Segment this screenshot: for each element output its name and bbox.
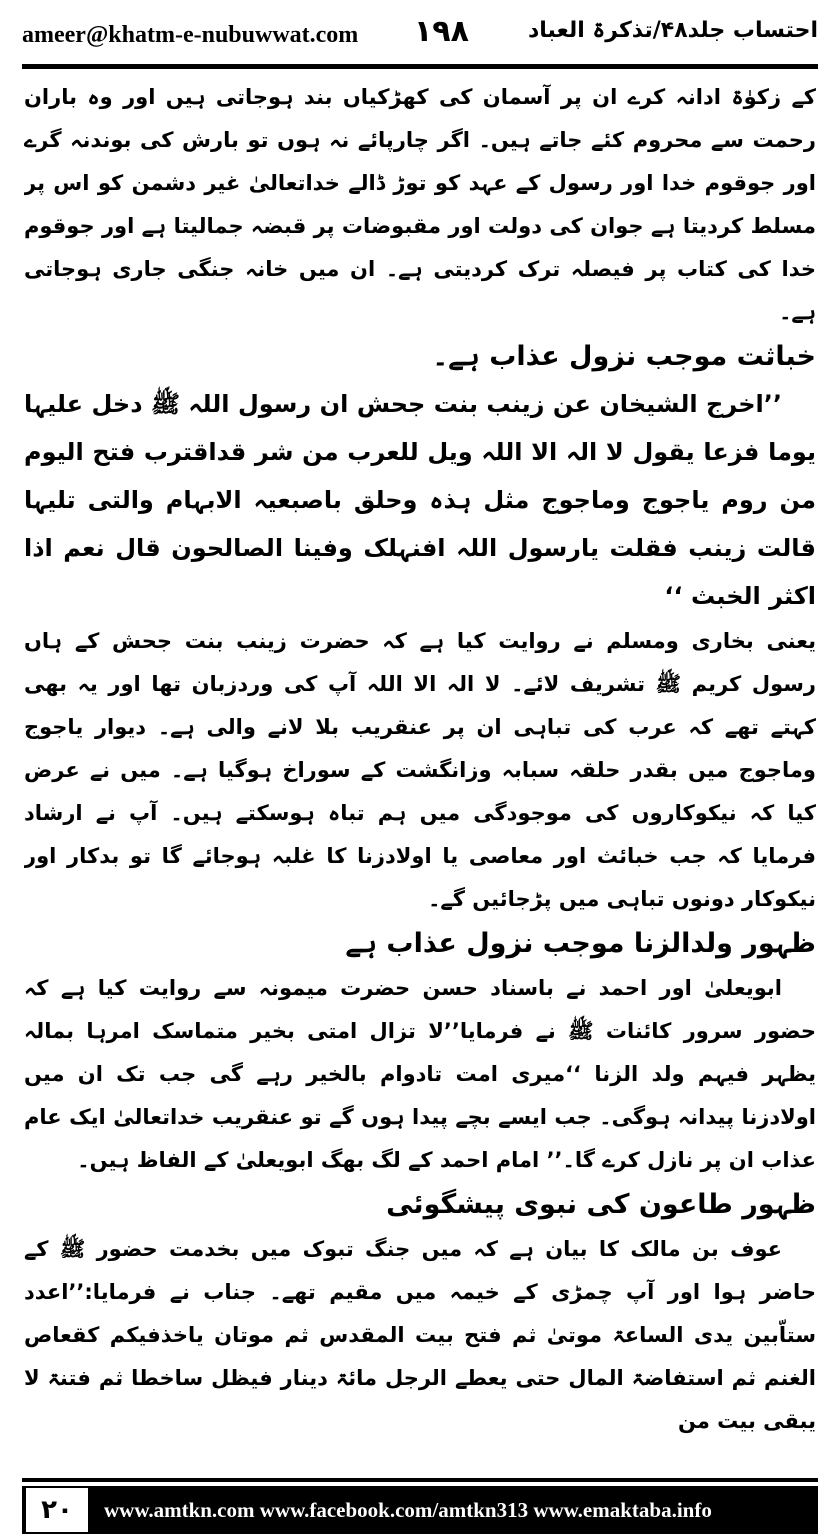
paragraph-auf-bin-malik: عوف بن مالک کا بیان ہے کہ میں جنگ تبوک میں بخدمت حضور ﷺ کے حاضر ہوا اور آپ چمڑی کے خیمہ میں مقیم تھے۔ جناب نے فرمایا:’’اعدد ستاّبین یدی الساعۃ موتیٰ ثم فتح بیت المقدس ثم موتان یاخذفیکم کقعاص الغنم ثم استفاضۃ المال حتی یعطے الرجل مائۃ دینار فیظل ساخطا ثم فتنۃ لا یبقی بیت من bbox=[24, 1237, 816, 1433]
arabic-hadith-zainab: ’’اخرج الشیخان عن زینب بنت جحش ان رسول اللہ ﷺ دخل علیہا یوما فزعا یقول لا الہ الا اللہ ویل للعرب من شر قداقترب فتح الیوم من روم یاجوج وماجوج مثل ہذہ وحلق باصبعیہ الابہام والتی تلیہا قالت زینب فقلت یارسول اللہ افنہلک وفینا الصالحون قال نعم اذا اکثر الخبث ‘‘ bbox=[24, 390, 816, 610]
heading-walad-zina: ظہور ولدالزنا موجب نزول عذاب ہے bbox=[345, 928, 816, 959]
page-content bbox=[24, 76, 816, 1458]
page-footer bbox=[22, 1486, 818, 1534]
heading-khabasat: خباثت موجب نزول عذاب ہے۔ bbox=[432, 341, 816, 372]
header-rule bbox=[22, 64, 818, 69]
header-page-number: ١٩٨ bbox=[414, 14, 469, 49]
paragraph-translation-zainab: یعنی بخاری ومسلم نے روایت کیا ہے کہ حضرت زینب بنت جحش کے ہاں رسول کریم ﷺ تشریف لائے۔ لا الہ الا اللہ آپ کی وردزبان تھا اور یہ بھی کہتے تھے کہ عرب کی تباہی ان پر عنقریب بلا لانے والی ہے۔ دیوار یاجوج وماجوج میں بقدر حلقہ سبابہ وزانگشت کے سوراخ ہوگیا ہے۔ میں نے عرض کیا کہ نیکوکاروں کی موجودگی میں ہم تباہ ہوسکتے ہیں۔ آپ نے ارشاد فرمایا کہ جب خبائث اور معاصی یا اولادزنا کا غلبہ ہوجائے گا تو بدکار اور نیکوکار دونوں تباہی میں پڑجائیں گے۔ bbox=[24, 629, 816, 911]
footer-page-number: ۲۰ bbox=[26, 1488, 88, 1532]
paragraph-zakat: کے زکوٰۃ ادانہ کرے ان پر آسمان کی کھڑکیاں بند ہوجاتی ہیں اور وہ باران رحمت سے محروم کئے جاتے ہیں۔ اگر چارپائے نہ ہوں تو بارش کی بوندنہ گرے اور جوقوم خدا اور رسول کے عہد کو توڑ ڈالے خداتعالیٰ غیر دشمن کو اس پر مسلط کردیتا ہے جوان کی دولت اور مقبوضات پر قبضہ جمالیتا ہے اور جوقوم خدا کی کتاب پر فیصلہ ترک کردیتی ہے۔ ان میں خانہ جنگی جاری ہوجاتی ہے۔ bbox=[24, 85, 816, 324]
paragraph-maimuna: ابویعلیٰ اور احمد نے باسناد حسن حضرت میمونہ سے روایت کیا ہے کہ حضور سرور کائنات ﷺ نے فرمایا’’لا تزال امتی بخیر متماسک امرہا بمالہ یظہر فیہم ولد الزنا ‘‘میری امت تادوام بالخیر رہے گی جب تک ان میں اولادزنا پیدانہ ہوگی۔ جب ایسے بچے پیدا ہوں گے تو عنقریب خداتعالیٰ ایک عام عذاب ان پر نازل کرے گا۔’’ امام احمد کے لگ بھگ ابویعلیٰ کے الفاظ ہیں۔ bbox=[24, 976, 816, 1172]
footer-links: www.amtkn.com www.facebook.com/amtkn313 www.emaktaba.info bbox=[104, 1498, 712, 1522]
page-header bbox=[22, 10, 818, 62]
footer-rule bbox=[22, 1478, 818, 1482]
header-book-title: احتساب جلد۴۸/تذکرۃ العباد bbox=[528, 18, 818, 43]
header-email: ameer@khatm-e-nubuwwat.com bbox=[22, 22, 359, 48]
heading-taun: ظہور طاعون کی نبوی پیشگوئی bbox=[386, 1189, 816, 1220]
